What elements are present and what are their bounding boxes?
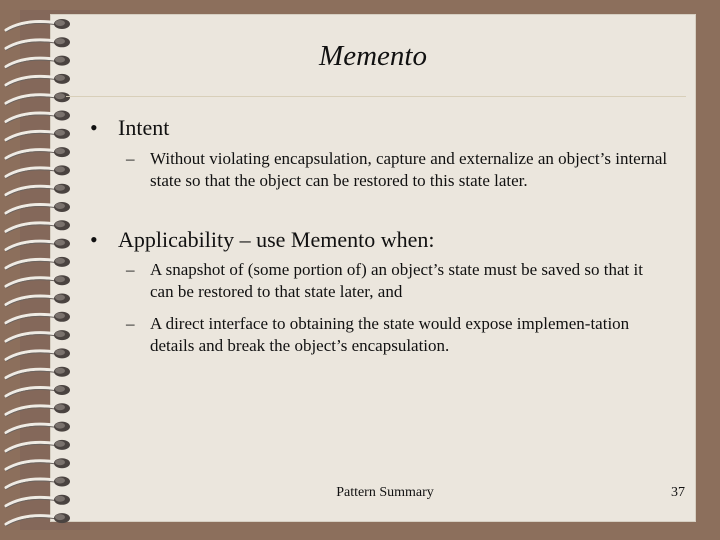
title-divider — [66, 96, 686, 97]
dash-icon: – — [126, 149, 135, 168]
slide-title: Memento — [319, 40, 427, 72]
sub-bullet-snapshot-text: A snapshot of (some portion of) an object’s state must be saved so that it can be restored to that state later, and — [150, 260, 643, 301]
sub-bullet-snapshot — [126, 259, 686, 303]
bullet-applicability — [90, 227, 650, 253]
dash-icon: – — [126, 260, 135, 279]
sub-bullet-intent — [126, 148, 686, 214]
bullet-intent-label: Intent — [118, 115, 170, 140]
bullet-icon: • — [90, 115, 98, 140]
dash-icon: – — [126, 314, 135, 333]
spiral-binding-icon — [0, 0, 90, 540]
bullet-applicability-label: Applicability – use Memento when: — [118, 227, 435, 252]
sub-bullet-direct-interface-text: A direct interface to obtaining the state would expose implemen-tation details and break the object’s encapsulation. — [150, 314, 630, 355]
bullet-icon: • — [90, 227, 98, 252]
bullet-intent — [90, 115, 650, 141]
footer-title: Pattern Summary — [336, 485, 434, 500]
page-number: 37 — [671, 485, 685, 500]
sub-bullet-direct-interface — [126, 313, 686, 357]
sub-bullet-intent-text: Without violating encapsulation, capture and externalize an object’s internal state so that the object can be restored to this state later. — [150, 149, 668, 190]
